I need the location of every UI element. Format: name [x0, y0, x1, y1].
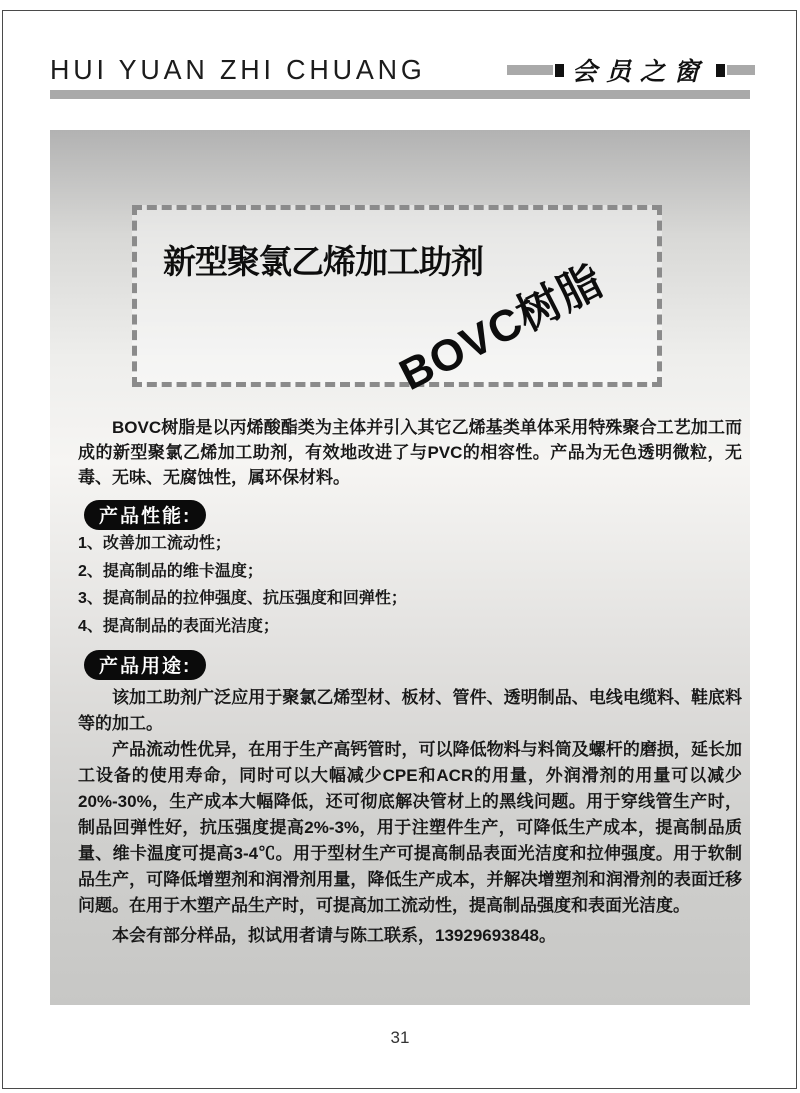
performance-list: [78, 535, 407, 645]
page-number: 31: [390, 1028, 410, 1047]
performance-list-item: 4、提高制品的表面光洁度；: [78, 617, 279, 635]
section-header-usage: 产品用途:: [84, 650, 206, 680]
section-header-performance: 产品性能:: [84, 500, 206, 530]
column-title: 会员之窗: [571, 57, 708, 86]
performance-list-item: 1、改善加工流动性；: [78, 535, 231, 552]
product-title: 新型聚氯乙烯加工助剂: [163, 243, 483, 280]
masthead: [50, 52, 755, 88]
header-square-right: [716, 64, 725, 77]
column-title-group: [507, 52, 755, 88]
usage-paragraph-2: 产品流动性优异，在用于生产高钙管时，可以降低物料与料筒及螺杆的磨损，延长加工设备的使用寿命，同时可以大幅减少CPE和ACR的用量，外润滑剂的用量可以减少20%-30%，生产成本大幅降低，还可彻底解决管材上的黑线问题。用于穿线管生产时，制品回弹性好，抗压强度提高2%-3%，用于注塑件生产，可降低生产成本，提高制品质量、维卡温度可提高3-4℃。用于型材生产可提高制品表面光洁度和拉伸强度。用于软制品生产，可降低增塑剂和润滑剂用量，降低生产成本，并解决增塑剂和润滑剂的表面迁移问题。在用于木塑产品生产时，可提高加工流动性，提高制品强度和表面光洁度。: [78, 740, 742, 915]
product-name-rotated: BOVC树脂: [391, 255, 612, 401]
masthead-title: HUI YUAN ZHI CHUANG: [50, 54, 426, 85]
product-title-box: [132, 205, 662, 401]
performance-list-item: 2、提高制品的维卡温度；: [78, 562, 263, 580]
performance-list-item: 3、提高制品的拉伸强度、抗压强度和回弹性；: [78, 590, 407, 607]
intro-paragraph: BOVC树脂是以丙烯酸酯类为主体并引入其它乙烯基类单体采用特殊聚合工艺加工而成的新型聚氯乙烯加工助剂，有效地改进了与PVC的相容性。产品为无色透明微粒，无毒、无味、无腐蚀性，属环保材料。: [78, 418, 742, 487]
header-rule-segment-right: [727, 65, 755, 75]
contact-line: 本会有部分样品，拟试用者请与陈工联系，13929693848。: [112, 926, 556, 945]
usage-paragraph-1: 该加工助剂广泛应用于聚氯乙烯型材、板材、管件、透明制品、电线电缆料、鞋底料等的加工。: [78, 688, 742, 733]
header-divider-bar: [50, 90, 750, 99]
header-rule-segment-left: [507, 65, 553, 75]
usage-block: [78, 685, 742, 949]
content-panel: [50, 130, 750, 1005]
header-square-left: [555, 64, 564, 77]
